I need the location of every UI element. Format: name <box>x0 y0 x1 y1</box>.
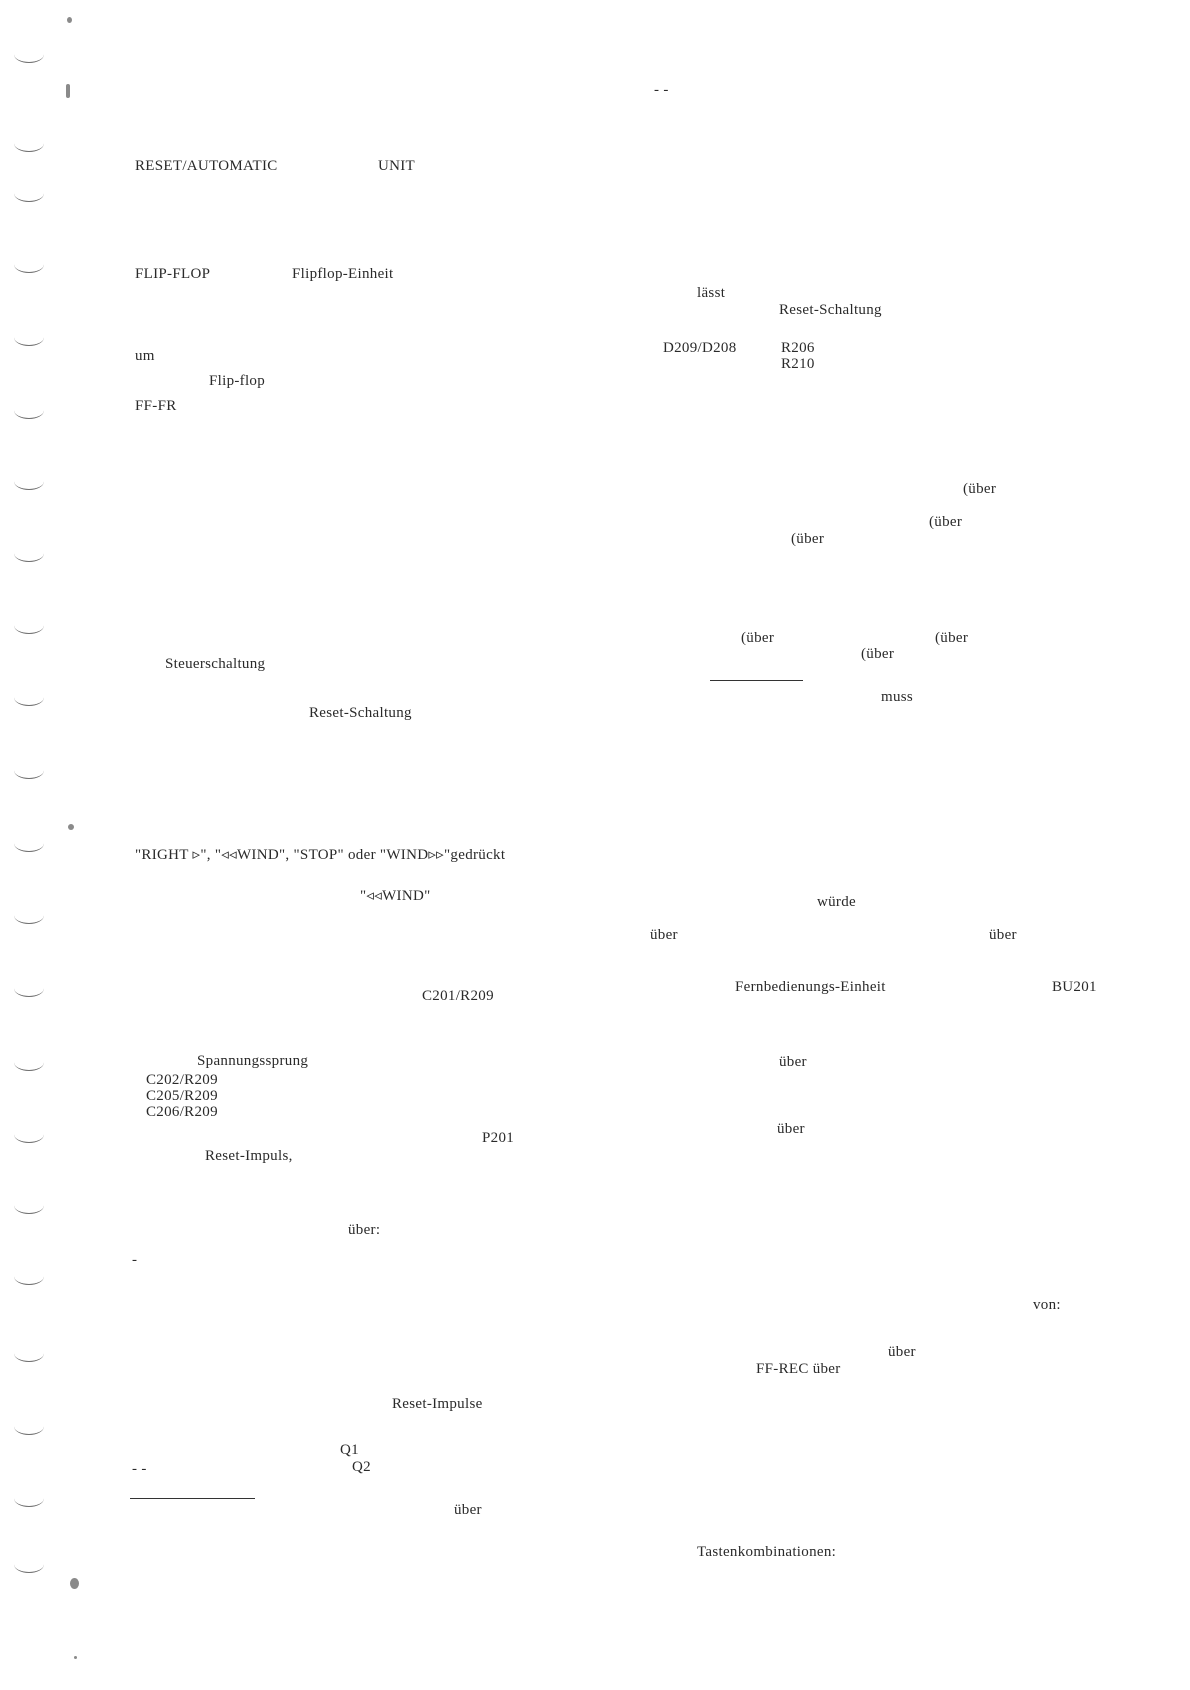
text-ueber-bottom: über <box>454 1502 482 1518</box>
scan-speck <box>66 84 70 98</box>
scan-speck <box>68 824 74 830</box>
text-tastenkombinationen: Tastenkombinationen: <box>697 1544 837 1560</box>
scan-speck <box>67 17 72 23</box>
text-reset-impuls: Reset-Impuls, <box>205 1148 293 1164</box>
text-wind-quote: "◃◃WIND" <box>360 888 431 904</box>
text-reset-schaltung-right: Reset-Schaltung <box>779 302 882 318</box>
text-reset-schaltung: Reset-Schaltung <box>309 705 412 721</box>
binder-hole-mark <box>14 1126 44 1143</box>
text-um: um <box>135 348 155 364</box>
binder-hole-mark <box>14 617 44 634</box>
text-r210: R210 <box>781 356 815 372</box>
text-ueber-paren: (über <box>929 514 963 530</box>
text-ueber-colon: über: <box>348 1222 381 1238</box>
text-laesst: lässt <box>697 285 726 301</box>
text-ueber: über <box>777 1121 805 1137</box>
text-ff-rec: FF-REC über <box>756 1361 841 1377</box>
binder-hole-mark <box>14 329 44 346</box>
text-wuerde: würde <box>817 894 856 910</box>
text-ueber: über <box>779 1054 807 1070</box>
text-c201-r209: C201/R209 <box>422 988 494 1004</box>
text-c205-r209: C205/R209 <box>146 1088 218 1104</box>
binder-hole-mark <box>14 762 44 779</box>
binder-hole-mark <box>14 1345 44 1362</box>
text-ueber-paren: (über <box>791 531 825 547</box>
binder-hole-mark <box>14 1197 44 1214</box>
text-d209-d208: D209/D208 <box>663 340 737 356</box>
text-von: von: <box>1033 1297 1061 1313</box>
binder-hole-mark <box>14 402 44 419</box>
text-c206-r209: C206/R209 <box>146 1104 218 1120</box>
text-double-dash: - - <box>132 1461 147 1477</box>
binder-hole-mark <box>14 545 44 562</box>
binder-hole-mark <box>14 1268 44 1285</box>
text-ueber-paren: (über <box>861 646 895 662</box>
underline-rule <box>710 680 803 681</box>
text-q1: Q1 <box>340 1442 359 1458</box>
text-bu201: BU201 <box>1052 979 1097 995</box>
binder-hole-mark <box>14 185 44 202</box>
text-muss: muss <box>881 689 914 705</box>
scan-speck <box>74 1656 77 1659</box>
text-spannungssprung: Spannungssprung <box>197 1053 309 1069</box>
text-ueber-paren: (über <box>963 481 997 497</box>
text-ff-fr: FF-FR <box>135 398 177 414</box>
text-c202-r209: C202/R209 <box>146 1072 218 1088</box>
heading-reset-automatic: RESET/AUTOMATIC <box>135 158 278 174</box>
binder-hole-mark <box>14 46 44 63</box>
text-ueber: über <box>650 927 678 943</box>
binder-hole-mark <box>14 1556 44 1573</box>
binder-hole-mark <box>14 473 44 490</box>
binder-hole-mark <box>14 256 44 273</box>
text-flipflop: FLIP-FLOP <box>135 266 211 282</box>
text-fernbedienung: Fernbedienungs-Einheit <box>735 979 886 995</box>
heading-unit: UNIT <box>378 158 416 174</box>
text-ueber-paren: (über <box>935 630 969 646</box>
text-flipflop-unit: Flipflop-Einheit <box>292 266 394 282</box>
binder-hole-mark <box>14 689 44 706</box>
text-ueber: über <box>888 1344 916 1360</box>
binder-hole-mark <box>14 135 44 152</box>
text-dash: - <box>132 1252 138 1268</box>
page-mark: - - <box>654 82 669 98</box>
binder-hole-mark <box>14 907 44 924</box>
text-flip-flop: Flip-flop <box>209 373 266 389</box>
text-steuerschaltung: Steuerschaltung <box>165 656 266 672</box>
text-button-names: "RIGHT ▹", "◃◃WIND", "STOP" oder "WIND▹▹"gedrückt <box>135 847 506 863</box>
binder-hole-mark <box>14 1490 44 1507</box>
text-ueber-paren: (über <box>741 630 775 646</box>
binder-hole-mark <box>14 1054 44 1071</box>
text-p201: P201 <box>482 1130 515 1146</box>
text-ueber: über <box>989 927 1017 943</box>
text-r206: R206 <box>781 340 815 356</box>
text-reset-impulse: Reset-Impulse <box>392 1396 483 1412</box>
underline-rule <box>130 1498 255 1499</box>
binder-hole-mark <box>14 1418 44 1435</box>
binder-hole-mark <box>14 980 44 997</box>
binder-hole-mark <box>14 835 44 852</box>
text-q2: Q2 <box>352 1459 371 1475</box>
scan-speck <box>70 1578 79 1589</box>
